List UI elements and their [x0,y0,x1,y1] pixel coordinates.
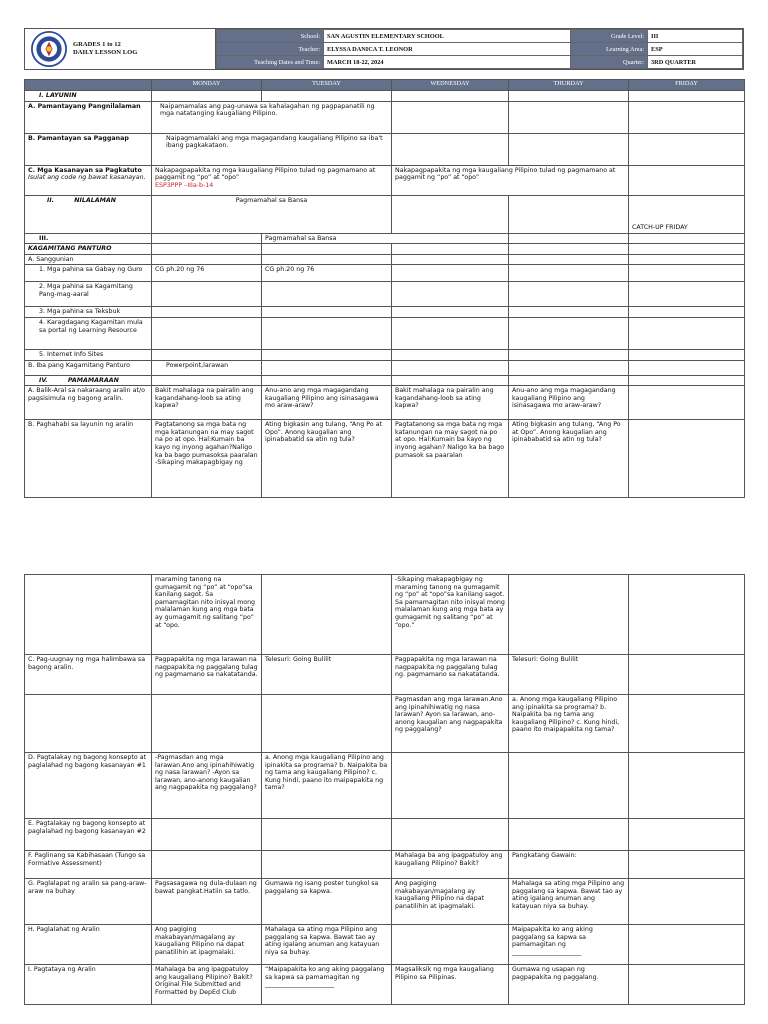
balik-aral-tuesday: Anu-ano ang mga magagandang kaugaliang Pilipino ang isinasagawa mo araw-araw? [262,386,392,420]
kasanayan-code: ESP3PPP –IIIa-b-14 [155,181,214,189]
day-thursday: THURDAY [509,80,629,91]
paghahabi-monday-continued: maraming tanong na gumagamit ng “po” at “opo”sa kanilang sagot. Sa pamamagitan nito inisyal mong malalaman kung ang mga bata ay gumagamit ng salitang “po” at “opo. [152,575,262,655]
paghahabi-wednesday-continued: -Sikaping makapagbigay ng maraming tanong na gumagamit ng “po” at “opo”sa kanilang sagot. Sa pamamagitan nito inisyal mong malalaman kung ang mga bata ay gumagamit ng salitang “po” at “opo.” [392,575,509,655]
row-label-balik-aral: A. Balik-Aral sa nakaraang aralin at/o pagsisimula ng bagong aralin. [25,386,152,420]
paglalapat-thursday: Mahalaga sa ating mga Pilipino ang paggalang sa kapwa. Bawat tao ay ating igalang anuman ang katayuan niya sa buhay. [509,879,629,925]
row-label-iba-pang-kagamitan: B. Iba pang Kagamitang Panturo [25,360,152,375]
row-label-pagtataya: I. Pagtataya ng Aralin [25,965,152,1005]
pagtataya-monday: Mahalaga ba ang ipagpatuloy ang kaugaliang Pilipino? Bakit? Original File Submitted and Formatted by DepEd Club [152,965,262,1005]
nilalaman-title: NILALAMAN [74,196,117,204]
paglinang-thursday: Pangkatang Gawain: [509,851,629,879]
header-title-line1: GRADES 1 to 12 [73,41,121,48]
row-label-kasanayan [25,165,152,195]
grade-label: Grade Level: [571,30,648,43]
deped-seal-icon [31,31,67,67]
day-wednesday: WEDNESDAY [392,80,509,91]
row-label-paglalapat: G. Paglalapat ng aralin sa pang-araw-araw na buhay [25,879,152,925]
paghahabi-monday: Pagtatanong sa mga bata ng mga katanungan na may sagot na po at opo. Hal:Kumain ba kayo ng inyong agahan?Naligo ka ba bago pumasoksa paaralan -Sikaping makapagbigay ng [152,420,262,498]
catch-up-friday: CATCH-UP FRIDAY [629,195,745,233]
day-header-row [25,80,745,91]
paghahabi-thursday: Ating bigkasin ang tulang, “Ang Po at Opo”. Anong kaugalian ang ipinababatid sa atin ng tula? [509,420,629,498]
day-friday: FRIDAY [629,80,745,91]
iii-text: Pagmamahal sa Bansa [262,233,509,244]
pagtalakay-1-tuesday: a. Anong mga kaugaliang Pilipino ang ipinakita sa programa? b. Naipakita ba ng tama ang kaugaliang Pilipino? c. Kung hindi, paano ito maipapakita ng tama? [262,753,392,819]
extra-thursday: a. Anong mga kaugaliang Pilipino ang ipinakita sa programa? b. Naipakita ba ng tama ang kaugaliang Pilipino? c. Kung hindi, paano ito maipapakita ng tama? [509,695,629,753]
grade-value: III [648,30,743,43]
gabay-guro-tuesday: CG ph.20 ng 76 [262,265,392,282]
pamantayang-pangnilalaman-text: Naipamamalas ang pag-unawa sa kahalagahan ng pagpapanatili ng mga natatanging kaugaliang Pilipino. [152,101,392,133]
row-label-pamantayang-pangnilalaman: A. Pamantayang Pangnilalaman [25,101,152,133]
row-label-pagtalakay-1: D. Pagtalakay ng bagong konsepto at paglalahad ng bagong kasanayan #1 [25,753,152,819]
row-label-pag-uugnay: C. Pag-uugnay ng mga halimbawa sa bagong aralin. [25,655,152,695]
paghahabi-wednesday: Pagtatanong sa mga bata ng mga katanungan na may sagot na po at opo. Hal:Kumain ba kayo ng inyong agahan? Naligo ka ba bago pumasok sa paaralan [392,420,509,498]
header-brand [25,29,216,69]
iba-pang-kagamitan-monday: Powerpoint,larawan [152,360,262,375]
row-label-paglinang: F. Paglinang sa Kabihasaan (Tungo sa Formative Assessment) [25,851,152,879]
paglalahat-thursday: Maipapakita ko ang aking paggalang sa kapwa sa pamamagitan ng ______________________ [509,925,629,965]
paglalapat-monday: Pagsasagawa ng dula-dulaan ng bawat pangkat.Hatiin sa tatlo. [152,879,262,925]
kasanayan-monday [152,165,392,195]
row-label-karagdagang-kagamitan: 4. Karagdagang Kagamitan mula sa portal ng Learning Resource [25,317,152,349]
pamamaraan-title: PAMAMARAAN [67,376,119,384]
pagtataya-tuesday: “Maipapakita ko ang aking paggalang sa kapwa sa pamamagitan ng ______________________ [262,965,392,1005]
dll-header [24,28,744,70]
header-info-table [216,29,743,69]
section-layunin: I. LAYUNIN [25,91,152,102]
row-label-gabay-guro: 1. Mga pahina sa Gabay ng Guro [25,265,152,282]
lesson-table-1 [24,79,745,498]
row-label-pamantayan-pagganap: B. Pamantayan sa Pagganap [25,133,152,165]
section-iii: III. [25,233,152,244]
extra-wednesday: Pagmasdan ang mga larawan.Ano ang ipinahihiwatig ng nasa larawan? Ayon sa larawan, ano-anong kaugalian ang nagpapakita ng paggalang? [392,695,509,753]
row-label-paghahabi: B. Paghahabi sa layunin ng aralin [25,420,152,498]
section-pamamaraan [25,375,152,386]
pag-uugnay-tuesday: Telesuri: Going Bulilit [262,655,392,695]
row-label-paglalahat: H. Paglalahat ng Aralin [25,925,152,965]
pag-uugnay-thursday: Telesuri: Going Bulilit [509,655,629,695]
nilalaman-number: II. [47,196,55,204]
school-label: School: [217,30,324,43]
kasanayan-subtitle: Isulat ang code ng bawat kasanayan. [28,174,146,182]
balik-aral-thursday: Anu-ano ang mga magagandang kaugaliang Pilipino ang isinasagawa mo araw-araw? [509,386,629,420]
paglalahat-tuesday: Mahalaga sa ating mga Pilipino ang paggalang sa kapwa. Bawat tao ay ating igalang anuman ang katayuan niya sa buhay. [262,925,392,965]
kasanayan-monday-text: Nakapagpapakita ng mga kaugaliang Pilipino tulad ng pagmamano at paggamit ng “po” at “opo” [155,166,376,182]
header-title-line2: DAILY LESSON LOG [73,49,138,56]
teacher-label: Teacher: [217,43,324,56]
school-value: SAN AGUSTIN ELEMENTARY SCHOOL [324,30,571,43]
kasanayan-title: C. Mga Kasanayan sa Pagkatuto [28,166,142,174]
area-label: Learning Area: [571,43,648,56]
nilalaman-text: Pagmamahal sa Bansa [152,195,392,233]
lesson-table-2 [24,574,745,1005]
dll-page-1 [24,28,744,498]
paglinang-wednesday: Mahalaga ba ang ipagpatuloy ang kaugaliang Pilipino? Bakit? [392,851,509,879]
area-value: ESP [648,43,743,56]
dates-label: Teaching Dates and Time: [217,56,324,69]
kasanayan-wednesday: Nakapagpapakita ng mga kaugaliang Pilipino tulad ng pagmamano at paggamit ng “po” at “opo” [392,165,629,195]
dates-value: MARCH 18-22, 2024 [324,56,571,69]
gabay-guro-monday: CG ph.20 ng 76 [152,265,262,282]
pagtataya-wednesday: Magsaliksik ng mga kaugaliang Pilipino sa Pilipinas. [392,965,509,1005]
pag-uugnay-wednesday: Pagpapakita ng mga larawan na nagpapakita ng paggalang tulag ng. pagmamano sa nakatatanda. [392,655,509,695]
quarter-value: 3RD QUARTER [648,56,743,69]
row-label-internet-info-sites: 5. Internet Info Sites [25,349,152,360]
row-label-sanggunian: A. Sanggunian [25,254,152,265]
paglalahat-monday: Ang pagiging makabayan/magalang ay kaugaliang Pilipino na dapat panatilihin at ipagmalaki. [152,925,262,965]
row-label-kagamitang-pang-mag-aaral: 2. Mga pahina sa Kagamitang Pang-mag-aaral [25,282,152,307]
section-nilalaman [25,195,152,233]
pag-uugnay-monday: Pagpapakita ng mga larawan na nagpapakita ng paggalang tulag ng pagmamano sa nakatatanda. [152,655,262,695]
pamamaraan-number: IV. [39,376,48,384]
quarter-label: Quarter: [571,56,648,69]
day-monday: MONDAY [152,80,262,91]
section-kagamitan: KAGAMITANG PANTURO [25,244,152,255]
pagtalakay-1-monday: -Pagmasdan ang mga larawan.Ano ang ipinahihiwatig ng nasa larawan? -Ayon sa larawan, ano-anong kaugalian ang nagpapakita ng paggalang? [152,753,262,819]
day-header-blank [25,80,152,91]
day-tuesday: TUESDAY [262,80,392,91]
balik-aral-monday: Bakit mahalaga na pairalin ang kagandahang-loob sa ating kapwa? [152,386,262,420]
paglalapat-wednesday: Ang pagiging makabayan/magalang ay kaugaliang Pilipino na dapat panatilihin at ipagmalaki. [392,879,509,925]
paglalapat-tuesday: Gumawa ng isang poster tungkol sa paggalang sa kapwa. [262,879,392,925]
row-label-teksbuk: 3. Mga pahina sa Teksbuk [25,307,152,318]
pagtataya-thursday: Gumawa ng usapan ng pagpapakita ng paggalang. [509,965,629,1005]
dll-page-2 [24,574,744,1005]
teacher-value: ELYSSA DANICA T. LEONOR [324,43,571,56]
balik-aral-wednesday: Bakit mahalaga na pairalin ang kagandahang-loob sa ating kapwa? [392,386,509,420]
paghahabi-tuesday: Ating bigkasin ang tulang, “Ang Po at Opo”. Anong kaugalian ang ipinababatid sa atin ng tula? [262,420,392,498]
row-label-pagtalakay-2: E. Pagtalakay ng bagong konsepto at paglalahad ng bagong kasanayan #2 [25,819,152,851]
pamantayan-pagganap-text: Naipagmamalaki ang mga magagandang kaugaliang Pilipino sa iba't ibang pagkakataon. [152,133,392,165]
